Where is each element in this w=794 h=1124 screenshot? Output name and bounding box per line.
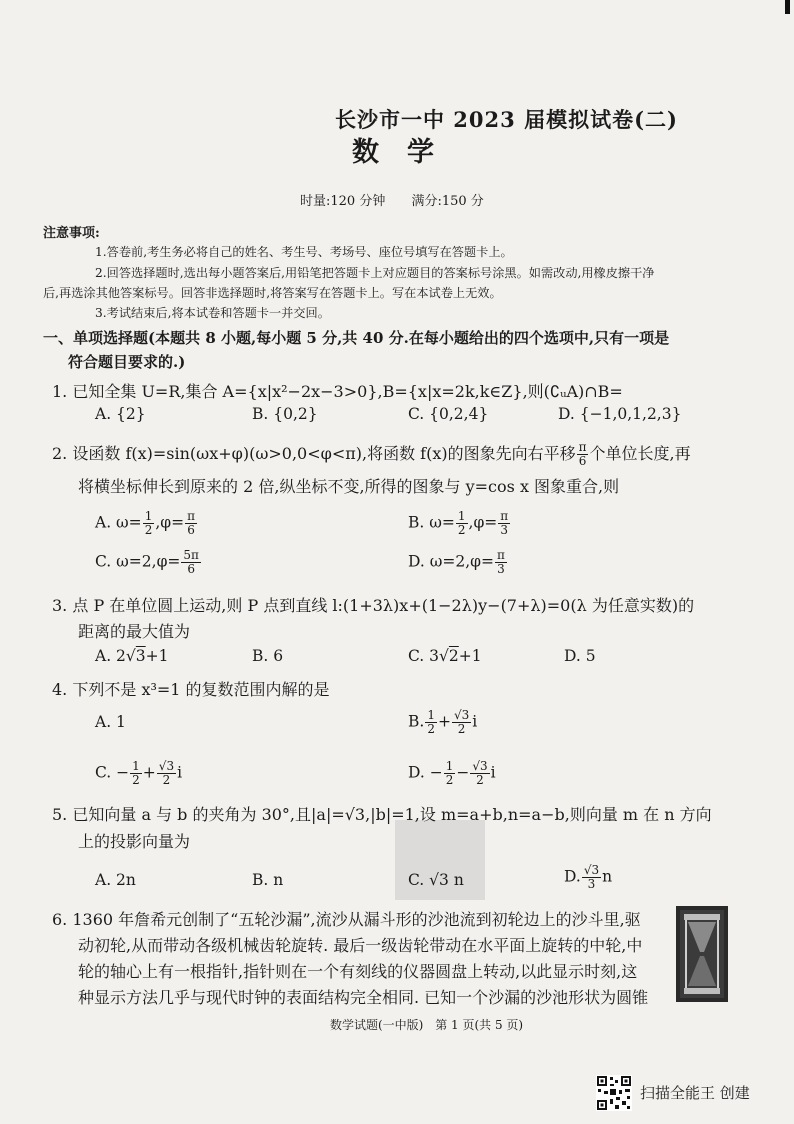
q4-option-a: A. 1 (95, 713, 126, 731)
q3-option-c: C. 3√2+1 (408, 647, 482, 665)
q2-option-d: D. ω=2,φ= $\frac{\pi}{3}$ (408, 548, 505, 576)
question-2-stem-cont: 将横坐标伸长到原来的 2 倍,纵坐标不变,所得的图象与 y=cos x 图象重合,则 (78, 477, 620, 496)
time-score-info (300, 190, 506, 209)
score-label: 满分:150 分 (411, 194, 484, 209)
q2-option-c: C. ω=2,φ= $\frac{5\pi}{6}$ (95, 548, 199, 576)
question-6-line-1: 6. 1360 年詹希元创制了“五轮沙漏”,流沙从漏斗形的沙池流到初轮边上的沙斗里,驱 (52, 910, 641, 929)
q5-option-b: B. n (252, 871, 284, 889)
q5-option-d: D. $\frac{√3}{3}$ n (564, 863, 613, 891)
q1-option-a: A. {2} (95, 405, 146, 423)
time-label: 时量:120 分钟 (300, 194, 386, 209)
question-2-stem (52, 441, 691, 468)
question-5-stem: 5. 已知向量 a 与 b 的夹角为 30°,且|a|=√3,|b|=1,设 m=a+b,n=a−b,则向量 m 在 n 方向 (52, 805, 712, 824)
q3-option-d: D. 5 (564, 647, 596, 665)
hourglass-icon (676, 906, 728, 1002)
question-3-stem-cont: 距离的最大值为 (78, 622, 191, 641)
q5-option-a: A. 2n (95, 871, 136, 889)
note-3: 3.考试结束后,将本试卷和答题卡一并交回。 (95, 306, 330, 320)
notes-title: 注意事项: (43, 226, 100, 241)
note-2-cont: 后,再选涂其他答案标号。回答非选择题时,将答案写在答题卡上。写在本试卷上无效。 (43, 286, 502, 300)
q4-option-c: C. − $\frac{1}{2}$ + $\frac{√3}{2}$ i (95, 759, 183, 787)
q2-option-b: B. ω= $\frac{1}{2}$ ,φ= $\frac{\pi}{3}$ (408, 509, 509, 537)
q2-option-a: A. ω= $\frac{1}{2}$ ,φ= $\frac{\pi}{6}$ (95, 509, 195, 537)
question-6-line-3: 轮的轴心上有一根指针,指针则在一个有刻线的仪器圆盘上转动,以此显示时刻,这 (78, 962, 638, 981)
page-footer (330, 1016, 531, 1033)
exam-title: 长沙市一中 2023 届模拟试卷(二) (335, 107, 678, 132)
question-6-line-2: 动初轮,从而带动各级机械齿轮旋转. 最后一级齿轮带动在水平面上旋转的中轮,中 (78, 936, 643, 955)
q1-option-d: D. {−1,0,1,2,3} (558, 405, 682, 423)
footer-label: 数学试题(一中版) (330, 1018, 424, 1032)
footer-page-number: 第 1 页(共 5 页) (435, 1018, 524, 1032)
scanner-watermark: 扫描全能王 创建 (640, 1084, 750, 1102)
q4-option-b: B. $\frac{1}{2}$ + $\frac{√3}{2}$ i (408, 708, 478, 736)
subject-heading: 数学 (352, 137, 462, 168)
question-4-stem: 4. 下列不是 x³=1 的复数范围内解的是 (52, 680, 330, 699)
question-1-stem: 1. 已知全集 U=R,集合 A={x|x²−2x−3>0},B={x|x=2k,k∈Z},则(∁ᵤA)∩B= (52, 382, 623, 401)
q2-stem-b: 个单位长度,再 (589, 444, 691, 463)
qr-code-icon (596, 1075, 632, 1111)
corner-mark (785, 0, 790, 14)
q3-option-b: B. 6 (252, 647, 284, 665)
hourglass-photo (676, 906, 728, 1002)
q4-option-d: D. − $\frac{1}{2}$ − $\frac{√3}{2}$ i (408, 759, 496, 787)
question-3-stem: 3. 点 P 在单位圆上运动,则 P 点到直线 l:(1+3λ)x+(1−2λ)y−(7+λ)=0(λ 为任意实数)的 (52, 596, 695, 615)
q2-shift-fraction: $\frac{\pi}{6}$ (578, 440, 587, 468)
question-6-line-4: 种显示方法几乎与现代时钟的表面结构完全相同. 已知一个沙漏的沙池形状为圆锥 (78, 988, 649, 1007)
section-heading-cont: 符合题目要求的.) (68, 353, 186, 371)
q5-option-c: C. √3 n (408, 871, 464, 889)
note-2: 2.回答选择题时,选出每小题答案后,用铅笔把答题卡上对应题目的答案标号涂黑。如需改动,用橡皮擦干净 (95, 266, 655, 280)
q2-stem-a: 2. 设函数 f(x)=sin(ωx+φ)(ω>0,0<φ<π),将函数 f(x)的图象先向右平移 (52, 444, 576, 463)
q3-option-a: A. 2√3+1 (95, 647, 169, 665)
q1-option-c: C. {0,2,4} (408, 405, 489, 423)
section-heading: 一、单项选择题(本题共 8 小题,每小题 5 分,共 40 分.在每小题给出的四个选项中,只有一项是 (43, 329, 670, 347)
q1-option-b: B. {0,2} (252, 405, 318, 423)
note-1: 1.答卷前,考生务必将自己的姓名、考生号、考场号、座位号填写在答题卡上。 (95, 245, 513, 259)
question-5-stem-cont: 上的投影向量为 (78, 832, 191, 851)
